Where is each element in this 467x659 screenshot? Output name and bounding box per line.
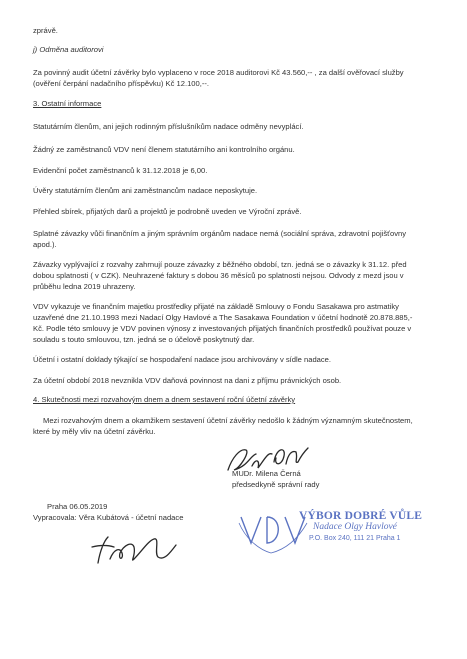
text-line: Úvěry statutárním členům ani zaměstnancům nadace neposkytuje. — [33, 186, 258, 195]
text-line: Za povinný audit účetní závěrky bylo vyplaceno v roce 2018 auditorovi Kč 43.560,-- , za další ověřovací služby — [33, 68, 404, 77]
chairwoman-title: předsedkyně správní rady — [232, 480, 320, 489]
text-line: průběhu ledna 2019 uhrazeny. — [33, 282, 136, 291]
text-line: zprávě. — [33, 26, 58, 35]
text-line: které by měly vliv na účetní závěrku. — [33, 427, 156, 436]
stamp-title: VÝBOR DOBRÉ VŮLE — [299, 510, 423, 522]
text-line: Statutárním členům, ani jejich rodinným příslušníkům nadace odměny nevyplácí. — [33, 122, 304, 131]
section-subheading: j) Odměna auditorovi — [33, 45, 104, 54]
text-line: Závazky vyplývající z rozvahy zahrnují pouze závazky z běžného období, tzn. jedná se o závazky k 31.12. před — [33, 260, 407, 269]
text-line: Žádný ze zaměstnanců VDV není členem statutárního ani kontrolního orgánu. — [33, 145, 295, 154]
text-line: uzavřené dne 21.10.1993 mezi Nadací Olgy Havlové a The Sasakawa Foundation v účetní hodnotě 20.878.885,- — [33, 313, 413, 322]
text-line: Kč. Podle této smlouvy je VDV povinen výnosy z investovaných přijatých finančních prostředků používat pouze v — [33, 324, 412, 333]
text-line: Účetní i ostatní doklady týkající se hospodaření nadace jsou archivovány v sídle nadace. — [33, 355, 332, 364]
section-heading: 3. Ostatní informace — [33, 99, 102, 108]
text-line: Přehled sbírek, přijatých darů a projektů je podrobně uveden ve Výroční zprávě. — [33, 207, 302, 216]
text-line: Za účetní období 2018 nevznikla VDV daňová povinnost na dani z příjmu právnických osob. — [33, 376, 342, 385]
chairwoman-name: MUDr. Milena Černá — [232, 469, 301, 478]
stamp-subtitle: Nadace Olgy Havlové — [313, 522, 397, 532]
text-line: souladu s touto smlouvou, tzn. jedná se o účelově poskytnutý dar. — [33, 335, 255, 344]
text-line: Mezi rozvahovým dnem a okamžikem sestavení účetní závěrky nedošlo k žádným významným skutečnostem, — [43, 416, 413, 425]
text-line: apod.). — [33, 240, 57, 249]
section-heading: 4. Skutečnosti mezi rozvahovým dnem a dnem sestavení roční účetní závěrky — [33, 395, 296, 404]
text-line: Evidenční počet zaměstnanců k 31.12.2018 je 6,00. — [33, 166, 208, 175]
text-line: dobou splatnosti ( v CZK). Neuhrazené faktury s dobou 36 měsíců po splatnosti nejsou. Odvody z mezd jsou v — [33, 271, 404, 280]
place-date: Praha 06.05.2019 — [47, 502, 108, 511]
prepared-by: Vypracovala: Věra Kubátová - účetní nadace — [33, 513, 184, 522]
text-line: VDV vykazuje ve finančním majetku prostředky přijaté na základě Smlouvy o Fondu Sasakawa pro astmatiky — [33, 302, 399, 311]
text-line: (ověření čerpání nadačního příspěvku) Kč 12.100,--. — [33, 79, 210, 88]
accountant-signature — [84, 523, 190, 571]
foundation-stamp — [299, 511, 422, 544]
stamp-address: P.O. Box 240, 111 21 Praha 1 — [309, 535, 401, 542]
text-line: Splatné závazky vůči finančním a jiným správním orgánům nadace nemá (sociální správa, zdravotní pojišťovny — [33, 229, 407, 238]
